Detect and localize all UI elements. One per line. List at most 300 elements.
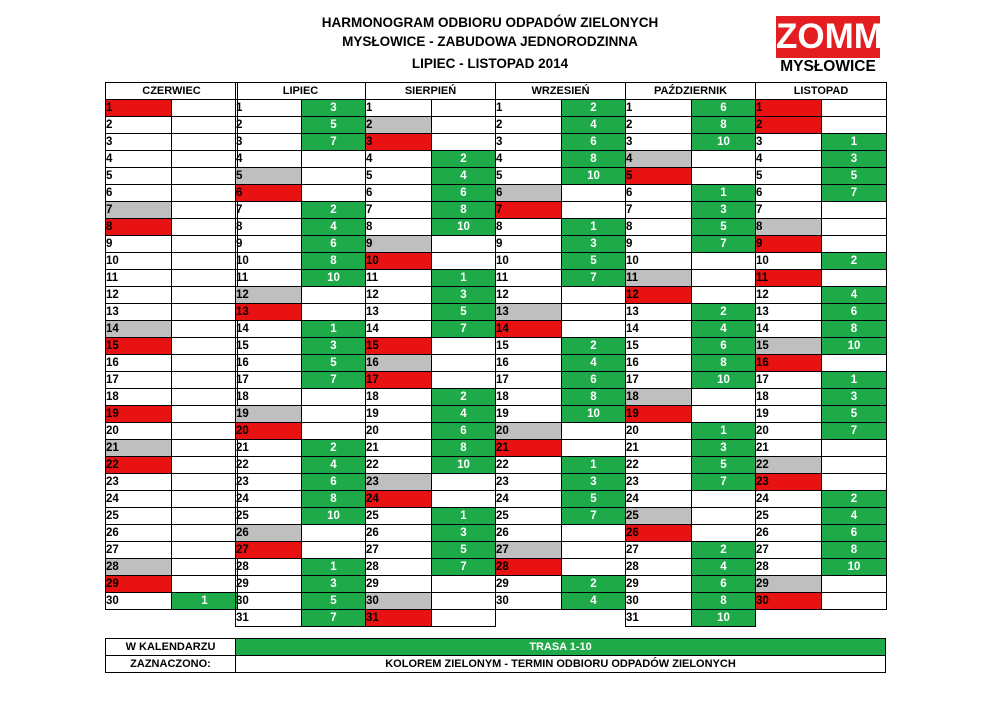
day-cell: 20 <box>236 423 302 440</box>
route-cell: 10 <box>562 406 626 423</box>
day-row <box>106 542 238 559</box>
day-cell: 7 <box>106 202 172 219</box>
day-cell: 9 <box>496 236 562 253</box>
day-cell: 5 <box>106 168 172 185</box>
day-row <box>366 576 496 593</box>
day-row <box>626 100 756 117</box>
day-row <box>756 100 887 117</box>
day-row <box>496 338 626 355</box>
day-row <box>626 253 756 270</box>
day-row <box>106 474 238 491</box>
route-cell: 3 <box>302 100 366 117</box>
route-cell <box>692 508 756 525</box>
day-row <box>756 287 887 304</box>
route-cell <box>172 389 238 406</box>
route-cell <box>432 593 496 610</box>
day-cell: 8 <box>366 219 432 236</box>
day-row <box>626 423 756 440</box>
route-cell: 5 <box>692 219 756 236</box>
route-cell: 7 <box>822 185 887 202</box>
day-cell: 4 <box>496 151 562 168</box>
route-cell: 2 <box>822 491 887 508</box>
day-cell: 20 <box>496 423 562 440</box>
day-row <box>756 236 887 253</box>
day-cell: 10 <box>756 253 822 270</box>
day-row <box>626 508 756 525</box>
route-cell <box>692 168 756 185</box>
route-cell: 8 <box>692 593 756 610</box>
date-range: LIPIEC - LISTOPAD 2014 <box>411 56 569 71</box>
day-row <box>366 168 496 185</box>
route-cell: 7 <box>302 134 366 151</box>
route-cell: 7 <box>692 236 756 253</box>
day-row <box>366 219 496 236</box>
day-row <box>236 321 366 338</box>
day-cell: 1 <box>236 100 302 117</box>
day-row <box>496 474 626 491</box>
day-row <box>236 287 366 304</box>
day-cell: 16 <box>236 355 302 372</box>
day-row <box>496 253 626 270</box>
route-cell: 10 <box>822 338 887 355</box>
day-row <box>106 389 238 406</box>
route-cell: 4 <box>692 559 756 576</box>
document-title: HARMONOGRAM ODBIORU ODPADÓW ZIELONYCH <box>321 15 659 30</box>
day-row <box>366 151 496 168</box>
day-row <box>236 389 366 406</box>
day-row <box>496 542 626 559</box>
day-cell: 12 <box>366 287 432 304</box>
day-cell: 6 <box>756 185 822 202</box>
day-cell: 18 <box>496 389 562 406</box>
route-cell <box>172 525 238 542</box>
route-cell: 4 <box>302 457 366 474</box>
route-cell <box>172 321 238 338</box>
day-row <box>366 457 496 474</box>
day-cell: 19 <box>626 406 692 423</box>
route-cell: 3 <box>822 389 887 406</box>
day-row <box>106 440 238 457</box>
day-cell: 2 <box>756 117 822 134</box>
route-cell: 5 <box>692 457 756 474</box>
legend-label-2: ZAZNACZONO: <box>106 656 236 673</box>
route-cell <box>432 236 496 253</box>
day-cell: 18 <box>626 389 692 406</box>
route-cell: 1 <box>432 270 496 287</box>
day-cell: 25 <box>496 508 562 525</box>
day-row <box>106 304 238 321</box>
day-row <box>236 253 366 270</box>
day-row <box>236 219 366 236</box>
day-cell: 29 <box>106 576 172 593</box>
route-cell <box>822 474 887 491</box>
day-cell: 8 <box>496 219 562 236</box>
day-cell: 2 <box>236 117 302 134</box>
route-cell: 10 <box>692 372 756 389</box>
day-row <box>626 338 756 355</box>
route-cell: 3 <box>432 287 496 304</box>
day-row <box>756 593 887 610</box>
day-cell: 6 <box>626 185 692 202</box>
day-cell: 10 <box>626 253 692 270</box>
day-row <box>366 270 496 287</box>
day-cell: 1 <box>756 100 822 117</box>
route-cell: 4 <box>562 593 626 610</box>
day-cell: 17 <box>626 372 692 389</box>
day-row <box>236 593 366 610</box>
day-cell: 10 <box>236 253 302 270</box>
route-cell: 1 <box>692 185 756 202</box>
month-table <box>495 82 626 610</box>
day-row <box>756 389 887 406</box>
day-row <box>236 491 366 508</box>
month-header: LIPIEC <box>236 83 366 100</box>
day-row <box>496 321 626 338</box>
route-cell: 10 <box>692 134 756 151</box>
day-row <box>756 406 887 423</box>
day-row <box>106 321 238 338</box>
route-cell: 4 <box>302 219 366 236</box>
day-cell: 25 <box>236 508 302 525</box>
route-cell <box>822 202 887 219</box>
day-row <box>366 185 496 202</box>
day-row <box>756 304 887 321</box>
day-cell: 18 <box>366 389 432 406</box>
day-cell: 19 <box>366 406 432 423</box>
route-cell <box>172 576 238 593</box>
day-cell: 21 <box>236 440 302 457</box>
day-cell: 5 <box>366 168 432 185</box>
day-row <box>626 270 756 287</box>
route-cell: 1 <box>822 372 887 389</box>
day-cell: 18 <box>106 389 172 406</box>
route-cell: 2 <box>562 338 626 355</box>
day-cell: 11 <box>496 270 562 287</box>
day-cell: 7 <box>756 202 822 219</box>
day-row <box>756 338 887 355</box>
day-row <box>106 151 238 168</box>
day-cell: 9 <box>756 236 822 253</box>
day-row <box>106 576 238 593</box>
day-row <box>496 151 626 168</box>
day-cell: 3 <box>366 134 432 151</box>
day-cell: 12 <box>496 287 562 304</box>
day-cell: 15 <box>756 338 822 355</box>
route-cell <box>172 117 238 134</box>
day-cell: 4 <box>756 151 822 168</box>
route-cell <box>172 423 238 440</box>
day-cell: 25 <box>366 508 432 525</box>
day-cell: 1 <box>626 100 692 117</box>
route-cell: 6 <box>562 134 626 151</box>
route-cell: 3 <box>562 236 626 253</box>
route-cell: 6 <box>822 525 887 542</box>
day-row <box>626 559 756 576</box>
route-cell <box>692 389 756 406</box>
route-cell <box>432 610 496 627</box>
day-row <box>236 117 366 134</box>
day-cell: 6 <box>496 185 562 202</box>
route-cell: 5 <box>432 304 496 321</box>
route-cell: 3 <box>302 576 366 593</box>
route-cell <box>562 321 626 338</box>
route-cell <box>822 100 887 117</box>
route-cell <box>172 457 238 474</box>
route-cell <box>172 185 238 202</box>
day-row <box>366 117 496 134</box>
day-cell: 16 <box>496 355 562 372</box>
day-cell: 13 <box>236 304 302 321</box>
route-cell: 4 <box>822 508 887 525</box>
day-cell: 30 <box>106 593 172 610</box>
route-cell <box>172 151 238 168</box>
day-row <box>626 440 756 457</box>
month-header: LISTOPAD <box>756 83 887 100</box>
day-row <box>496 270 626 287</box>
day-cell: 16 <box>756 355 822 372</box>
day-cell: 24 <box>756 491 822 508</box>
route-cell <box>172 134 238 151</box>
day-row <box>366 236 496 253</box>
route-cell: 2 <box>302 202 366 219</box>
route-cell: 1 <box>302 559 366 576</box>
day-cell: 13 <box>366 304 432 321</box>
day-row <box>236 406 366 423</box>
day-row <box>366 355 496 372</box>
day-cell: 23 <box>496 474 562 491</box>
day-row <box>496 593 626 610</box>
day-cell: 28 <box>106 559 172 576</box>
route-cell <box>302 542 366 559</box>
route-cell: 6 <box>432 185 496 202</box>
day-cell: 28 <box>756 559 822 576</box>
day-cell: 11 <box>366 270 432 287</box>
logo-city: MYSŁOWICE <box>780 58 876 75</box>
day-cell: 3 <box>236 134 302 151</box>
route-cell: 7 <box>432 559 496 576</box>
day-row <box>366 406 496 423</box>
route-cell: 5 <box>562 253 626 270</box>
route-cell <box>172 304 238 321</box>
day-row <box>496 406 626 423</box>
route-cell <box>172 168 238 185</box>
route-cell: 7 <box>692 474 756 491</box>
day-row <box>626 117 756 134</box>
day-cell: 8 <box>236 219 302 236</box>
route-cell: 2 <box>562 576 626 593</box>
day-row <box>106 202 238 219</box>
day-row <box>236 338 366 355</box>
route-cell: 5 <box>562 491 626 508</box>
month-header: CZERWIEC <box>106 83 238 100</box>
day-cell: 5 <box>626 168 692 185</box>
day-row <box>756 168 887 185</box>
day-row <box>106 236 238 253</box>
day-row <box>496 508 626 525</box>
day-row <box>496 117 626 134</box>
day-row <box>236 423 366 440</box>
day-cell: 12 <box>756 287 822 304</box>
route-cell <box>302 304 366 321</box>
route-cell: 3 <box>822 151 887 168</box>
legend-description: KOLOREM ZIELONYM - TERMIN ODBIORU ODPADÓW ZIELONYCH <box>236 656 886 673</box>
day-row <box>236 151 366 168</box>
day-row <box>756 202 887 219</box>
day-row <box>236 100 366 117</box>
day-cell: 30 <box>366 593 432 610</box>
route-cell: 4 <box>432 168 496 185</box>
route-cell <box>302 151 366 168</box>
document-subtitle: MYSŁOWICE - ZABUDOWA JEDNORODZINNA <box>342 34 638 49</box>
day-cell: 10 <box>496 253 562 270</box>
route-cell: 8 <box>302 253 366 270</box>
day-cell: 24 <box>366 491 432 508</box>
route-cell <box>822 355 887 372</box>
route-cell <box>692 491 756 508</box>
route-cell <box>562 423 626 440</box>
day-cell: 29 <box>366 576 432 593</box>
route-cell <box>172 542 238 559</box>
day-cell: 27 <box>106 542 172 559</box>
day-row <box>496 457 626 474</box>
day-cell: 8 <box>106 219 172 236</box>
day-row <box>626 593 756 610</box>
day-cell: 24 <box>236 491 302 508</box>
day-cell: 22 <box>106 457 172 474</box>
day-row <box>496 576 626 593</box>
day-row <box>366 100 496 117</box>
day-row <box>496 423 626 440</box>
route-cell <box>302 423 366 440</box>
day-row <box>626 185 756 202</box>
day-row <box>366 287 496 304</box>
route-cell <box>432 474 496 491</box>
day-row <box>236 202 366 219</box>
day-row <box>626 151 756 168</box>
day-cell: 23 <box>366 474 432 491</box>
day-row <box>366 593 496 610</box>
day-row <box>626 168 756 185</box>
day-row <box>366 508 496 525</box>
day-cell: 11 <box>236 270 302 287</box>
day-cell: 12 <box>626 287 692 304</box>
day-row <box>106 508 238 525</box>
route-cell: 6 <box>432 423 496 440</box>
day-cell: 13 <box>496 304 562 321</box>
day-cell: 11 <box>106 270 172 287</box>
day-row <box>626 406 756 423</box>
day-row <box>236 168 366 185</box>
day-cell: 24 <box>626 491 692 508</box>
day-cell: 24 <box>106 491 172 508</box>
day-cell: 29 <box>626 576 692 593</box>
day-row <box>756 525 887 542</box>
day-cell: 20 <box>106 423 172 440</box>
day-cell: 3 <box>626 134 692 151</box>
route-cell <box>432 117 496 134</box>
day-row <box>626 372 756 389</box>
day-row <box>236 508 366 525</box>
day-row <box>496 491 626 508</box>
day-cell: 26 <box>366 525 432 542</box>
day-row <box>236 440 366 457</box>
day-row <box>106 338 238 355</box>
day-row <box>496 100 626 117</box>
day-row <box>626 610 756 627</box>
day-cell: 27 <box>626 542 692 559</box>
day-cell: 18 <box>236 389 302 406</box>
day-row <box>366 372 496 389</box>
day-row <box>106 355 238 372</box>
route-cell <box>302 287 366 304</box>
day-cell: 10 <box>106 253 172 270</box>
route-cell: 1 <box>562 219 626 236</box>
day-row <box>626 219 756 236</box>
route-cell: 3 <box>692 202 756 219</box>
day-cell: 2 <box>106 117 172 134</box>
day-cell: 13 <box>626 304 692 321</box>
route-cell: 6 <box>302 236 366 253</box>
route-cell: 4 <box>692 321 756 338</box>
day-row <box>496 440 626 457</box>
route-cell: 2 <box>692 304 756 321</box>
legend-label-1: W KALENDARZU <box>106 639 236 656</box>
route-cell: 7 <box>822 423 887 440</box>
month-header: WRZESIEŃ <box>496 83 626 100</box>
day-cell: 14 <box>236 321 302 338</box>
route-cell: 7 <box>432 321 496 338</box>
day-cell: 31 <box>626 610 692 627</box>
route-cell: 8 <box>302 491 366 508</box>
route-cell: 10 <box>692 610 756 627</box>
day-cell: 14 <box>366 321 432 338</box>
day-cell: 9 <box>366 236 432 253</box>
day-row <box>366 304 496 321</box>
day-cell: 3 <box>756 134 822 151</box>
day-cell: 2 <box>366 117 432 134</box>
day-row <box>366 253 496 270</box>
day-cell: 4 <box>626 151 692 168</box>
route-cell: 6 <box>822 304 887 321</box>
month-table <box>755 82 887 610</box>
route-cell <box>172 440 238 457</box>
day-cell: 2 <box>496 117 562 134</box>
day-row <box>106 219 238 236</box>
day-cell: 23 <box>106 474 172 491</box>
day-row <box>366 202 496 219</box>
route-cell: 3 <box>302 338 366 355</box>
route-cell: 8 <box>692 117 756 134</box>
day-row <box>756 372 887 389</box>
day-row <box>106 100 238 117</box>
day-cell: 26 <box>626 525 692 542</box>
day-row <box>756 134 887 151</box>
route-cell <box>822 440 887 457</box>
route-cell <box>172 287 238 304</box>
route-cell: 10 <box>562 168 626 185</box>
route-cell: 5 <box>822 406 887 423</box>
route-cell: 2 <box>822 253 887 270</box>
day-cell: 29 <box>236 576 302 593</box>
day-row <box>236 474 366 491</box>
route-cell: 8 <box>822 321 887 338</box>
day-row <box>496 185 626 202</box>
day-cell: 26 <box>236 525 302 542</box>
day-cell: 1 <box>496 100 562 117</box>
route-cell <box>432 134 496 151</box>
route-cell <box>562 525 626 542</box>
day-row <box>496 304 626 321</box>
